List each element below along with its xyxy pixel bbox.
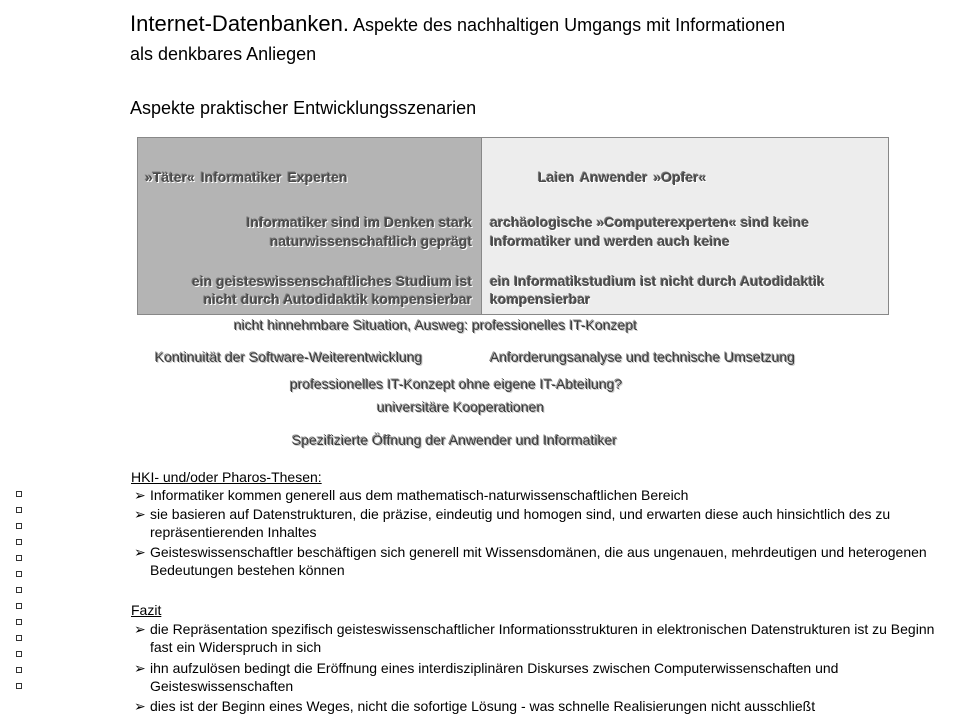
right-panel-header: Laien Anwender »Opfer« — [538, 169, 707, 185]
left-panel-text1-line2: naturwissenschaftlich geprägt — [269, 233, 472, 249]
square-marker-icon — [16, 539, 22, 545]
fazit-item-text: ihn aufzulösen bedingt die Eröffnung eines interdisziplinären Diskurses zwischen Computerwissenschaften und Geisteswissenschaften — [150, 660, 839, 694]
arrow-bullet-icon: ➢ — [134, 698, 146, 714]
square-marker-icon — [16, 651, 22, 657]
scenario-line2-left: Kontinuität der Software-Weiterentwicklung — [155, 349, 423, 365]
title-rest: Aspekte des nachhaltigen Umgangs mit Informationen — [348, 15, 786, 35]
square-marker-icon — [16, 667, 22, 673]
title-main: Internet-Datenbanken. — [130, 11, 349, 36]
arrow-bullet-icon: ➢ — [134, 544, 146, 560]
page-subtitle: Aspekte praktischer Entwicklungsszenarien — [130, 98, 477, 118]
theses-heading: HKI- und/oder Pharos-Thesen: — [131, 469, 322, 485]
right-panel-text1-line1: archäologische »Computerexperten« sind keine — [490, 214, 809, 230]
arrow-bullet-icon: ➢ — [134, 621, 146, 637]
left-panel-text2-line1: ein geisteswissenschaftliches Studium ist — [191, 273, 472, 289]
square-marker-icon — [16, 491, 22, 497]
scenario-line2-right: Anforderungsanalyse und technische Umsetzung — [490, 349, 796, 365]
scenario-line5: Spezifizierte Öffnung der Anwender und Informatiker — [292, 432, 618, 448]
square-marker-icon — [16, 603, 22, 609]
square-marker-icon — [16, 683, 22, 689]
left-panel-header: »Täter« Informatiker Experten — [145, 169, 348, 185]
square-marker-icon — [16, 619, 22, 625]
fazit-heading: Fazit — [131, 602, 162, 618]
theses-item-text: sie basieren auf Datenstrukturen, die präzise, eindeutig und homogen sind, und erwarten diese auch hinsichtlich des zu repräsentierenden Inhaltes — [150, 506, 891, 540]
title-line2: als denkbares Anliegen — [130, 44, 317, 64]
scenario-line4: universitäre Kooperationen — [377, 399, 545, 415]
page-title — [130, 10, 930, 68]
theses-item-text: Informatiker kommen generell aus dem mathematisch-naturwissenschaftlichen Bereich — [150, 487, 689, 503]
scenario-line1: nicht hinnehmbare Situation, Ausweg: professionelles IT-Konzept — [234, 317, 638, 333]
fazit-item-text: die Repräsentation spezifisch geisteswissenschaftlicher Informationsstrukturen in elektronischen Datenstrukturen ist zu Beginn fast ein Widerspruch in sich — [150, 621, 935, 655]
right-panel-text2-line1: ein Informatikstudium ist nicht durch Autodidaktik — [490, 273, 825, 289]
square-marker-icon — [16, 507, 22, 513]
right-panel-text1-line2: Informatiker und werden auch keine — [490, 233, 730, 249]
arrow-bullet-icon: ➢ — [134, 487, 146, 503]
left-panel-text2-line2: nicht durch Autodidaktik kompensierbar — [203, 291, 472, 307]
scenario-line3: professionelles IT-Konzept ohne eigene IT-Abteilung? — [290, 376, 623, 392]
square-marker-icon — [16, 571, 22, 577]
arrow-bullet-icon: ➢ — [134, 506, 146, 522]
right-panel-text2-line2: kompensierbar — [490, 291, 591, 307]
square-marker-icon — [16, 523, 22, 529]
theses-item-text: Geisteswissenschaftler beschäftigen sich generell mit Wissensdomänen, die aus ungenauen, mehrdeutigen und heterogenen Bedeutungen bestehen können — [150, 544, 927, 578]
fazit-item-text: dies ist der Beginn eines Weges, nicht die sofortige Lösung - was schnelle Realisierungen nicht ausschließt — [150, 698, 816, 714]
left-panel-text1-line1: Informatiker sind im Denken stark — [246, 214, 472, 230]
square-marker-icon — [16, 635, 22, 641]
square-marker-icon — [16, 587, 22, 593]
arrow-bullet-icon: ➢ — [134, 660, 146, 676]
square-marker-icon — [16, 555, 22, 561]
